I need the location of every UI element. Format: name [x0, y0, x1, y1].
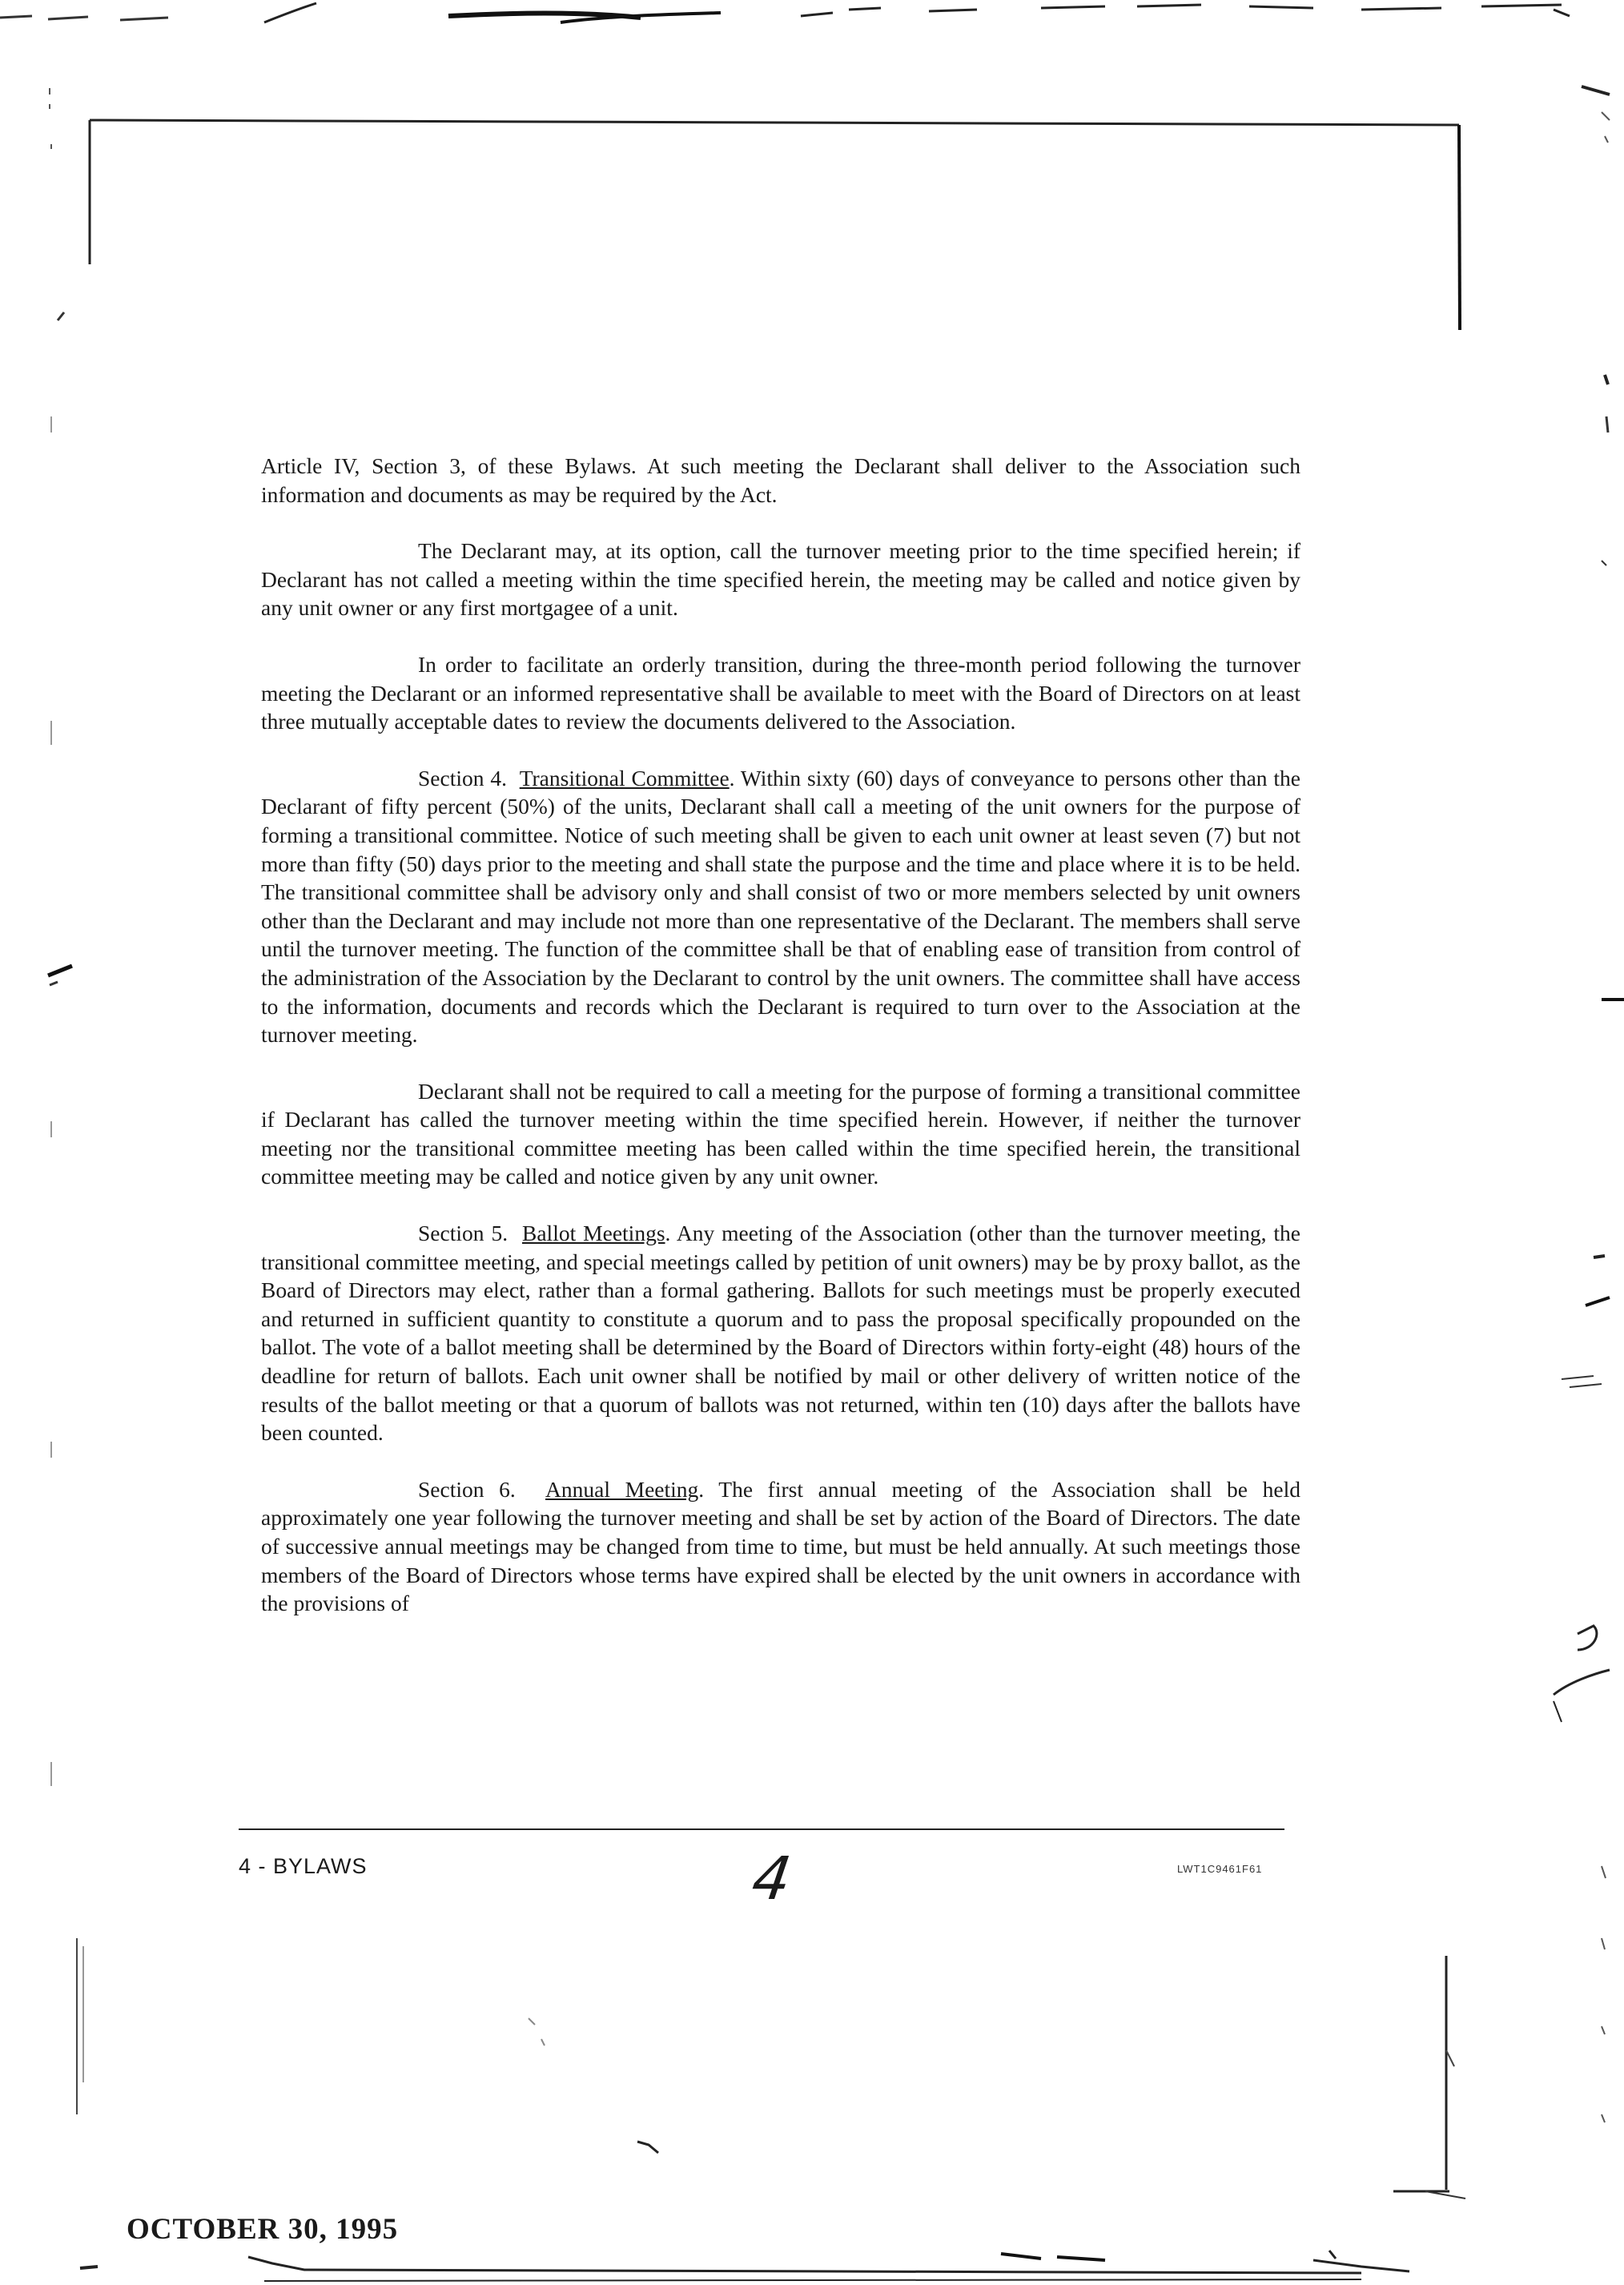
- section-6-annual-meeting: [261, 1475, 1300, 1618]
- section-heading: Annual Meeting: [545, 1476, 699, 1502]
- document-body: [261, 452, 1300, 1646]
- paragraph-declarant-not-required: [261, 1077, 1300, 1191]
- footer-document-code: LWT1C9461F61: [1177, 1863, 1263, 1875]
- paragraph-text: The Declarant may, at its option, call the turnover meeting prior to the time specified herein; if Declarant has not called a meeting within the time specified herein, the meeting may be called and notice given by any unit owner or any first mortgagee of a unit.: [261, 538, 1300, 621]
- section-5-ballot-meetings: [261, 1219, 1300, 1447]
- section-4-transitional-committee: [261, 764, 1300, 1049]
- paragraph-text: . Any meeting of the Association (other than the turnover meeting, the transitional committee meeting, and special meetings called by petition of unit owners) may be by proxy ballot, as the Board of Directors may elect, rather than a formal gathering. Ballots for such meetings must be properly executed and returned in sufficient quantity to constitute a quorum and to pass the proposal specifically propounded on the ballot. The vote of a ballot meeting shall be determined by the Board of Directors within forty-eight (48) hours of the deadline for return of ballots. Each unit owner shall be notified by mail or other delivery of written notice of the results of the ballot meeting or that a quorum of ballots was not returned, within ten (10) days after the ballots have been counted.: [261, 1221, 1301, 1446]
- paragraph-text: Declarant shall not be required to call a meeting for the purpose of forming a transitional committee if Declarant has called the turnover meeting within the time specified herein. However, if neither the turnover meeting nor the transitional committee meeting has been called within the time specified herein, the transitional committee meeting may be called and notice given by any unit owner.: [261, 1078, 1300, 1189]
- date-stamp: OCTOBER 30, 1995: [127, 2213, 399, 2246]
- handwritten-page-number: 4: [747, 1844, 796, 1913]
- paragraph-text: . Within sixty (60) days of conveyance to persons other than the Declarant of fifty percent (50%) of the units, Declarant shall call a meeting of the unit owners for the purpose of forming a transitional committee. Notice of such meeting shall be given to each unit owner at least seven (7) but not more than fifty (50) days prior to the meeting and shall state the purpose and the time and place where it is to be held. The transitional committee shall be advisory only and shall consist of two or more members selected by unit owners other than the Declarant and may include not more than one representative of the Declarant. The members shall serve until the turnover meeting. The function of the committee shall be that of enabling ease of transition from control of the administration of the Association by the Declarant to control by the unit owners. The committee shall have access to the information, documents and records which the Declarant is required to turn over to the Association at the turnover meeting.: [261, 765, 1300, 1048]
- paragraph-turnover-option: [261, 537, 1300, 622]
- section-number: Section 4.: [418, 765, 507, 790]
- paragraph-text: In order to facilitate an orderly transition, during the three-month period following the turnover meeting the Declarant or an informed representative shall be available to meet with the Board of Directors on at least three mutually acceptable dates to review the documents delivered to the Association.: [261, 651, 1300, 734]
- paragraph-orderly-transition: [261, 650, 1300, 736]
- paragraph-text: Article IV, Section 3, of these Bylaws. At such meeting the Declarant shall deliver to the Association such information and documents as may be required by the Act.: [261, 453, 1300, 507]
- paragraph-text: . The first annual meeting of the Association shall be held approximately one year following the turnover meeting and shall be set by action of the Board of Directors. The date of successive annual meetings may be changed from time to time, but must be held annually. At such meetings those members of the Board of Directors whose terms have expired shall be elected by the unit owners in accordance with the provisions of: [261, 1476, 1300, 1616]
- section-number: Section 6.: [418, 1476, 516, 1502]
- paragraph-article-iv-continuation: [261, 452, 1300, 509]
- section-heading: Transitional Committee: [519, 765, 730, 790]
- section-heading: Ballot Meetings: [522, 1221, 665, 1246]
- footer-divider: [239, 1828, 1284, 1830]
- footer-page-label: 4 - BYLAWS: [239, 1854, 368, 1878]
- section-number: Section 5.: [418, 1221, 509, 1246]
